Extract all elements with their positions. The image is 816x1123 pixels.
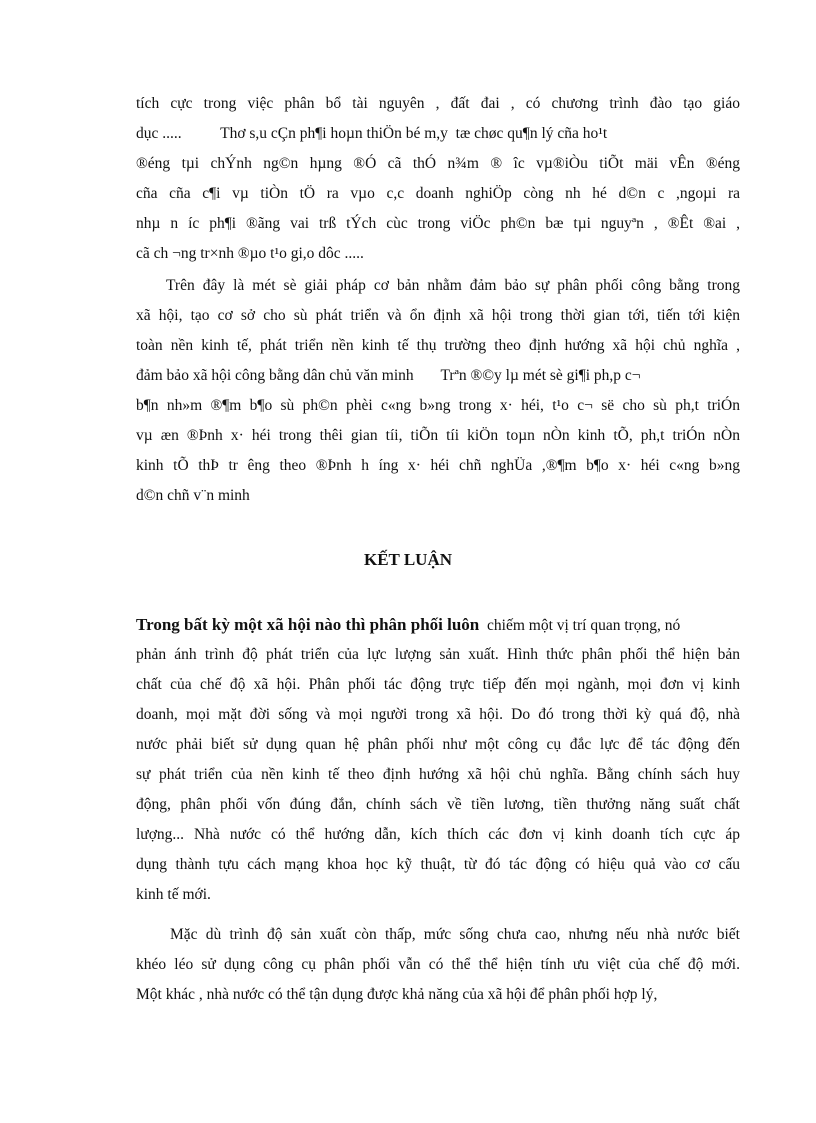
text-line: toàn nền kinh tế, phát triển nền kinh tế thụ trường theo định hướng xã hội chủ nghĩa ,: [136, 337, 740, 354]
text-line: động, phân phối vốn đúng đắn, chính sách về tiền lương, tiền thưởng năng suất chất: [136, 796, 740, 813]
text-line: xã hội, tạo cơ sở cho sù phát triển và ổn định xã hội trong thời gian tới, tiến tới kiện: [136, 307, 740, 324]
text-line: d©n chñ v¨n minh: [136, 487, 250, 504]
text-line: tích cực trong việc phân bổ tài nguyên , đất đai , có chương trình đào tạo giáo: [136, 95, 740, 112]
lead-line: [136, 615, 740, 636]
text-line: chất của chế độ xã hội. Phân phối tác động trực tiếp đến mọi ngành, mọi đơn vị kinh: [136, 676, 740, 693]
text-line: cã ch ¬ng tr×nh ®µo t¹o gi,o dôc .....: [136, 245, 364, 262]
lead-rest-text: chiếm một vị trí quan trọng, nó: [479, 617, 681, 634]
text-line: đảm bảo xã hội công bằng dân chủ văn minh Trªn ®©y lµ mét sè gi¶i ph,p c¬: [136, 367, 641, 384]
text-line: dụng thành tựu cách mạng khoa học kỹ thuật, từ đó tác động có hiệu quả vào cơ cấu: [136, 856, 740, 873]
lead-bold-text: Trong bất kỳ một xã hội nào thì phân phối luôn: [136, 615, 480, 634]
text-line: cña cña c¶i vµ tiÒn tÖ ra vµo c,c doanh nghiÖp còng nh hé d©n c ,ngoµi ra: [136, 185, 740, 202]
text-line: kinh tÕ thÞ tr êng theo ®Þnh h íng x· héi chñ nghÜa ,®¶m b¶o x· héi c«ng b»ng: [136, 457, 740, 474]
text-line: b¶n nh»m ®¶m b¶o sù ph©n phèi c«ng b»ng trong x· héi, t¹o c¬ së cho sù ph,t triÓn: [136, 397, 740, 414]
text-line: phản ánh trình độ phát triển của lực lượng sản xuất. Hình thức phân phối thể hiện bản: [136, 646, 740, 663]
text-line: kinh tế mới.: [136, 886, 211, 903]
text-line: Mặc dù trình độ sản xuất còn thấp, mức sống chưa cao, nhưng nếu nhà nước biết: [170, 926, 740, 943]
text-line: khéo léo sử dụng công cụ phân phối vẫn có thể thể hiện tính ưu việt của chế độ mới.: [136, 956, 740, 973]
text-line: sự phát triển của nền kinh tế theo định hướng xã hội chủ nghĩa. Bằng chính sách huy: [136, 766, 740, 783]
text-line: Trên đây là mét sè giải pháp cơ bản nhằm đảm bảo sự phân phối công bằng trong: [166, 277, 740, 294]
text-line: doanh, mọi mặt đời sống và mọi người trong xã hội. Do đó trong thời kỳ quá độ, nhà: [136, 706, 740, 723]
text-line: Một khác , nhà nước có thể tận dụng được khả năng của xã hội để phân phối hợp lý,: [136, 986, 658, 1003]
text-line: vµ æn ®Þnh x· héi trong thêi gian tíi, tiÕn tíi kiÖn toµn nÒn kinh tÕ, ph,t triÓn nÒn: [136, 427, 740, 444]
text-line: ®éng tµi chÝnh ng©n hµng ®Ó cã thÓ n¾m ® îc vµ®iÒu tiÕt mäi vÊn ®éng: [136, 155, 740, 172]
text-line: nước phải biết sử dụng quan hệ phân phối như một công cụ đắc lực để tác động đến: [136, 736, 740, 753]
text-line: lượng... Nhà nước có thể hướng dẫn, kích thích các đơn vị kinh doanh tích cực áp: [136, 826, 740, 843]
text-line: nhµ n íc ph¶i ®ãng vai trß tÝch cùc trong viÖc ph©n bæ tµi nguyªn , ®Êt ®ai ,: [136, 215, 740, 232]
section-title: KẾT LUẬN: [363, 550, 452, 569]
text-line: dục ..... Thơ s,u cÇn ph¶i hoµn thiÖn bé m,y tæ chøc qu¶n lý cña ho¹t: [136, 125, 608, 142]
